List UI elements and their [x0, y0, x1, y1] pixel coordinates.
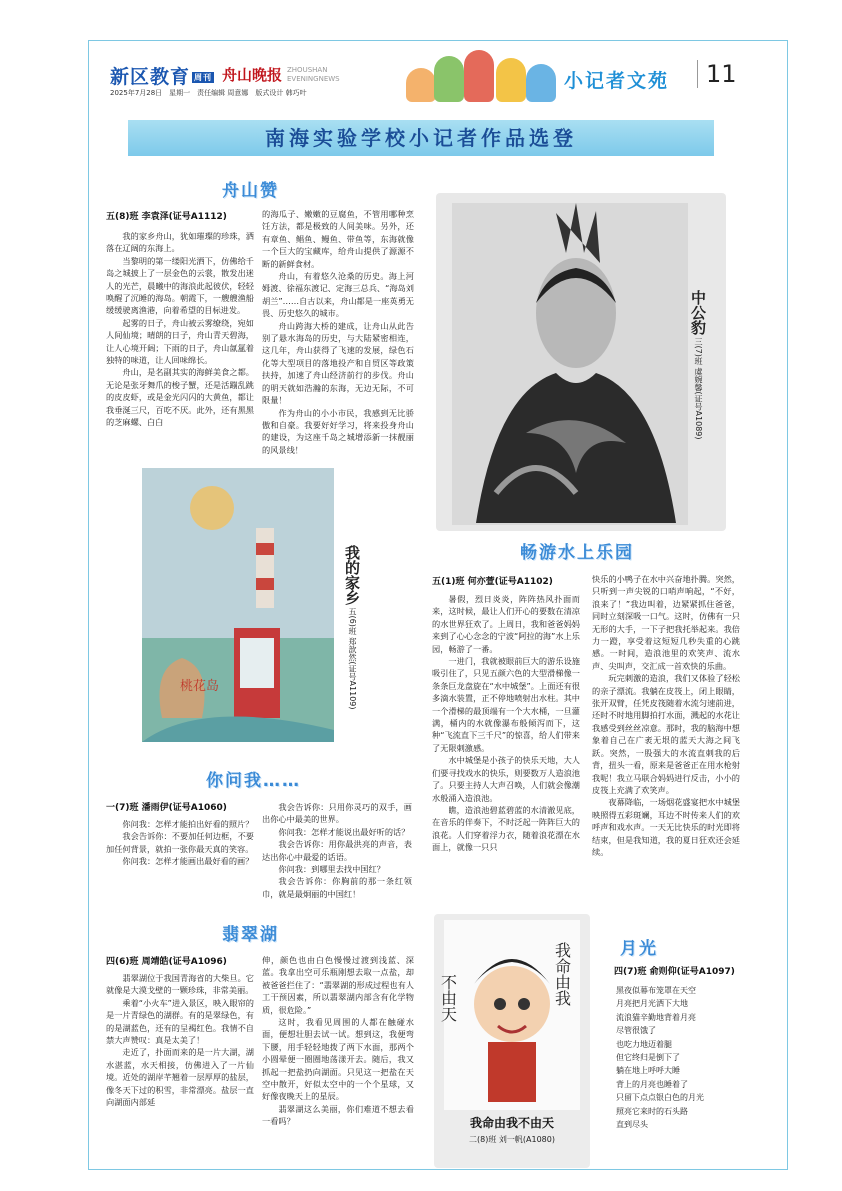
drawing1-author: 三(7)班 虞婉馨(证号A1089)	[694, 337, 703, 440]
page-header	[102, 58, 782, 106]
drawing3-right-chars: 我命由我	[552, 942, 572, 1006]
drawing2-title: 我的家乡	[343, 545, 361, 605]
poem-byline: 四(7)班 俞则仰(证号A1097)	[614, 967, 735, 977]
drawing3-caption: 二(8)班 刘一帆(A1080)	[469, 1135, 555, 1144]
article2-col2: 快乐的小鸭子在水中兴奋地扑腾。突然，只听到一声尖锐的口哨声响起，“不好，浪来了！”我边叫着，边紧紧抓住爸爸，同时立刻深吸一口气。这时，仿佛有一只无形的大手，一下子把我托举起来。我倍力一蹬，享受着这短短几秒失重的心跳感。一时间，造浪池里的欢笑声、流水声、尖叫声，交汇成一首欢快的乐曲。 玩完刺激的造浪，我们又体验了轻松的亲子漂流。我躺在皮筏上，闭上眼睛，张开双臂，任凭皮筏随着水流匀速前进，还时不时地用脚拍打水面，溅起的水花让我感受到丝丝凉意。那时，我的脑海中想象着自己在广袤无垠的蓝天大海之间飞跃。突然，一股强大的水流直刺我的后背，扭头一看，原来是爸爸正在用水枪射我呢！我立马联合妈妈进行反击，小小的皮筏上充满了欢笑声。 夜幕降临，一场烟花盛宴把水中城堡映照得五彩斑斓，耳边不时传来人们的欢呼声和戏水声。一天无比快乐的时光即将结束，但是我知道，我的夏日狂欢还会延续。	[592, 574, 740, 857]
article3-col1: 你问我：怎样才能拍出好看的照片？ 我会告诉你：不要加任何边框，不要加任何背景，就拍一张你最天真的笑容。 你问我：怎样才能画出最好看的画？	[106, 819, 254, 867]
drawing2-caption	[342, 545, 363, 715]
article1-byline: 五(8)班 李袁泽(证号A1112)	[106, 212, 227, 222]
drawing2-sign: 桃花岛	[180, 679, 220, 694]
article4-title: 翡翠湖	[222, 925, 279, 945]
poem-lines: 黑夜似幕布笼罩在天空 月亮把月光洒下大地 流浪猫辛勤地背着月亮 尽管很饿了 也吃力地迈着腿 但它终归是倒下了 躺在地上呼呼大睡 背上的月亮也睡着了 只留下点点银白色的月光 照亮它来时的石头路 直到尽头	[616, 986, 704, 1130]
drawing2-author: 五(6)班 郑歆然(证号A1109)	[348, 607, 357, 710]
drawing3-title: 我命由我不由天	[469, 1116, 554, 1130]
issue-line: 2025年7月28日 星期一 责任编辑 周意娜 版式设计 韩巧叶	[110, 89, 307, 97]
newspaper-name: 舟山晚报	[222, 66, 283, 84]
brand-logo: 新区教育 周刊	[110, 66, 213, 88]
drawing3-left-chars: 不由天	[438, 974, 458, 1022]
drawing-nezha	[434, 914, 590, 1168]
article2-col1: 暑假，烈日炎炎，阵阵热风扑面而来，这时候，最让人们开心的要数在清凉的水世界狂欢了。上周日，我和爸爸妈妈来到了心心念念的宁波“阿拉的海”水上乐园，畅游了一番。 一进门，我就被眼前巨大的游乐设施吸引住了，只见五颜六色的大型滑梯像一条条巨龙盘旋在“水中城堡”。上面还有很多滴水装置，正不停地喷射出水柱。其中一个滑梯的最顶端有一个大水桶，一旦灌满，桶内的水就像瀑布般倾泻而下，这种“飞流直下三千尺”的惊喜，给人们带来了无限刺激感。 水中城堡是小孩子的快乐天地，大人们要寻找戏水的快乐，则要数万人造浪池了。只要主持人大声召唤，人们就会像潮水般涌入造浪池。 瞧，造浪池碧蓝碧蓝的水清澈见底，在音乐的伴奏下，不时泛起一阵阵巨大的浪花。人们穿着浮力衣，随着浪花漂在水面上，就像一只只	[432, 594, 580, 853]
article3-title: 你问我……	[206, 771, 301, 791]
newspaper-english-name: ZHOUSHAN EVENINGNEWS	[287, 66, 340, 83]
article3-byline: 一(7)班 潘雨伊(证号A1060)	[106, 803, 227, 813]
kids-illustration	[402, 44, 572, 102]
brand-tag: 周刊	[194, 73, 213, 82]
poem-title: 月光	[620, 939, 658, 959]
article2-byline: 五(1)班 何亦萱(证号A1102)	[432, 577, 553, 587]
article4-col2: 伸，颜色也由白色慢慢过渡到浅蓝、深蓝。我拿出空可乐瓶刚想去取一点盐，却被爸爸拦住了：“翡翠湖的形成过程也有人工干预因素，所以翡翠湖内部含有化学物质，很危险。” 这时，我看见周围的人都在触碰水面，便想壮胆去试一试。想到这，我便弯下腰，用手轻轻地拨了两下水面，那两个小圆晕便一圈圈地荡漾开去。随后，我又抓起一把盐扔向湖面。只见这一把盐在天空中散开，好似太空中的一个个星球，又好像夜晚天上的星辰。 翡翠湖这么美丽，你们难道不想去看一看吗？	[262, 955, 414, 1127]
article1-col2: 的海瓜子、嫩嫩的豆腐鱼，不管用哪种烹饪方法，都是极致的人间美味。另外，还有章鱼、鲳鱼、鳗鱼、带鱼等，东海就像一个巨大的宝藏库，给舟山提供了源源不断的新鲜食材。 舟山，有着悠久沧桑的历史。海上河姆渡、徐福东渡记、定海三总兵、“海岛刘胡兰”……自古以来，舟山都是一座英勇无畏、历史悠久的城市。 舟山跨海大桥的建成，让舟山从此告别了悬水海岛的历史，与大陆紧密相连，这几年，舟山获得了飞速的发展，绿色石化等大型项目的落地投产和自贸区等政策扶持，加速了舟山经济前行的步伐。舟山的明天就如浩瀚的东海，无边无际，不可限量！ 作为舟山的小小市民，我感到无比骄傲和自豪。我要好好学习，将来投身舟山的建设，为这座千岛之城增添新一抹靓丽的风景线！	[262, 209, 414, 455]
article2-title: 畅游水上乐园	[520, 543, 634, 563]
banner-title: 南海实验学校小记者作品选登	[265, 126, 577, 150]
article4-byline: 四(6)班 周靖皓(证号A1096)	[106, 957, 227, 967]
drawing1-title: 中公豹	[689, 290, 707, 335]
drawing1-caption	[688, 290, 709, 480]
section-name: 小记者文苑	[564, 70, 670, 92]
article3-col2: 我会告诉你：只用你灵巧的双手，画出你心中最美的世界。 你问我：怎样才能说出最好听的话？ 我会告诉你：用你最洪亮的声音，表达出你心中最爱的话语。 你问我：到哪里去找中国红？ 我会告诉你：你胸前的那一条红领巾，就是最炯丽的中国红！	[262, 802, 412, 899]
drawing-hometown	[142, 468, 334, 742]
banner	[128, 120, 714, 156]
article1-col1: 我的家乡舟山，犹如璀璨的珍珠，洒落在辽阔的东海上。 当黎明的第一缕阳光洒下，仿佛给千岛之城披上了一层金色的云裳，散发出迷人的光芒，晨曦中的海浪此起彼伏，轻轻唤醒了沉睡的海岛。朝霞下，一艘艘渔船缓缓驶离渔港，向着希望的目标进发。 起雾的日子，舟山被云雾缭绕，宛如人间仙境；晴朗的日子，舟山青天碧海，让人心境开阔；下雨的日子，舟山氤氲着独特的味道，让人回味绵长。 舟山，是名副其实的海鲜美食之都。无论是张牙舞爪的梭子蟹，还是活蹦乱跳的皮皮虾，或是金光闪闪的大黄鱼，都让我垂涎三尺，百吃不厌。此外，还有黑黑的芝麻螺、白白	[106, 231, 254, 428]
page-number: 11	[697, 60, 737, 88]
article1-title: 舟山赞	[222, 181, 279, 201]
article4-col1: 翡翠湖位于我国青海省的大柴旦。它就像是大漠戈壁的一颗珍珠，非常美丽。 乘着“小火车”进入景区，映入眼帘的是一片青绿色的湖群。有的是翠绿色，有的是湖蓝色，还有的呈褐红色。我情不自禁大声赞叹：真是太美了！ 走近了，扑面而来的是一片大湖，湖水湛蓝，水天相接，仿佛进入了一片仙境。近处的湖岸芊翘着一层厚厚的盐层，像冬天下过的积雪，非常漂亮。盐层一直向湖面内部延	[106, 973, 254, 1108]
drawing-shengongbao	[436, 193, 726, 531]
